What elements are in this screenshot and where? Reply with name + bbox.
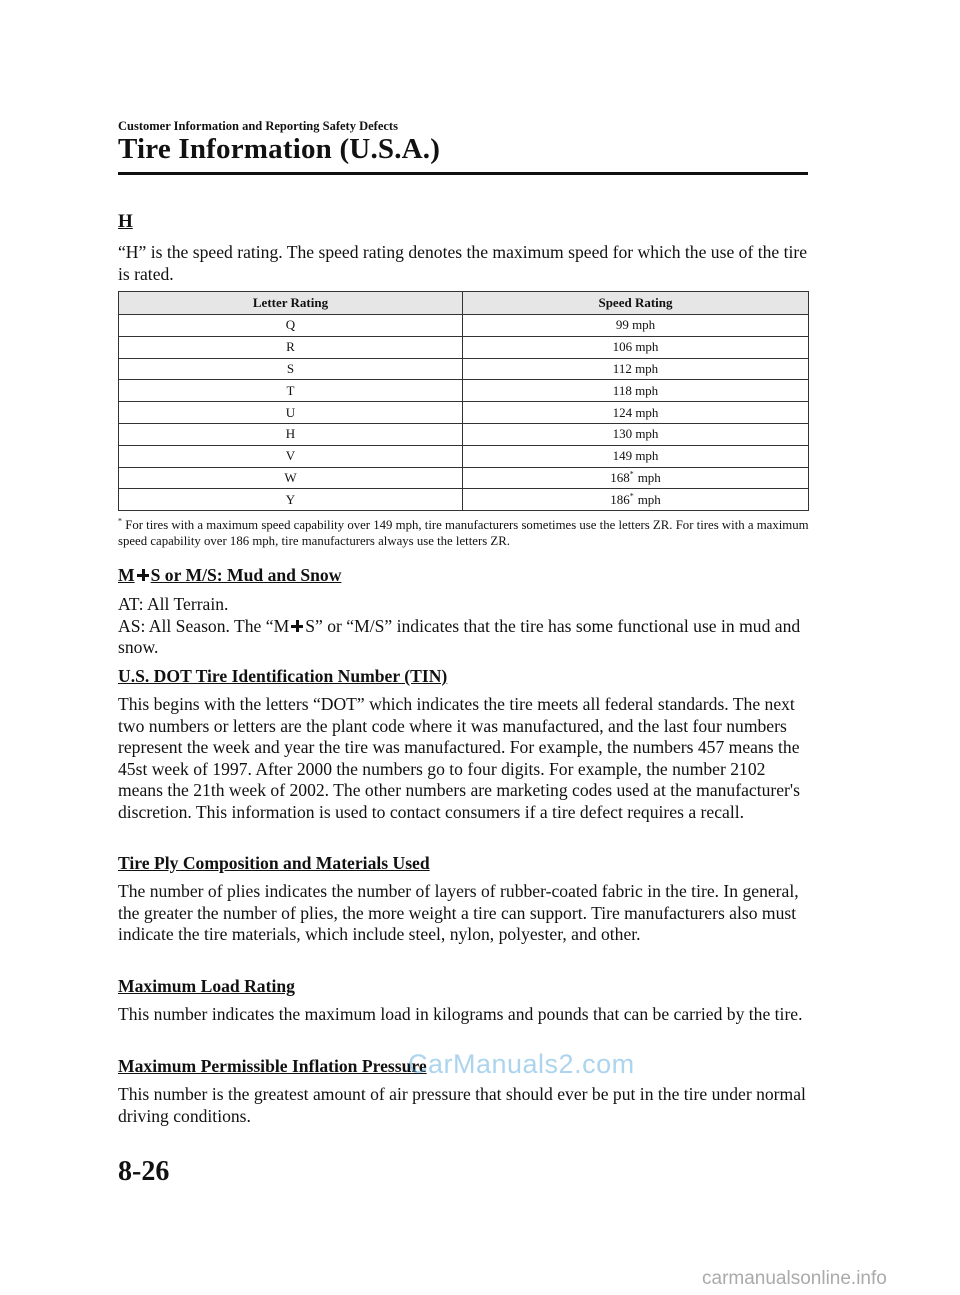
speed-rating-cell: 112 mph [463,358,809,380]
letter-rating-cell: H [119,423,463,445]
dot-tin-text: This begins with the letters “DOT” which indicates the tire meets all federal standards. The next two numbers or letters are the plant code where it was manufactured, and the last four numbers represent the week and year the tire was manufactured. For example, the numbers 457 means the 45st week of 1997. After 2000 the numbers go to four digits. For example, the number 2102 means the 21th week of 2002. The other numbers are marketing codes used at the manufacturer's discretion. This information is used to contact consumers if a tire defect requires a recall. [118,694,800,822]
letter-rating-cell: Y [119,489,463,511]
all-season-suffix: S” or “M/S” indicates that the tire has some functional use in mud and snow. [118,615,801,657]
column-header-speed: Speed Rating [463,292,809,315]
footnote-text: For tires with a maximum speed capability over 149 mph, tire manufacturers sometimes use the letters ZR. For tires with a maximum speed capability over 186 mph, tire manufacturers always use the letters ZR. [118,518,809,548]
speed-rating-cell [463,489,809,511]
letter-rating-cell: U [119,402,463,424]
max-load-text: This number indicates the maximum load in kilograms and pounds that can be carried by the tire. [118,1004,803,1024]
watermark-logo: CarManuals2.com [408,1049,635,1079]
all-season-line [118,616,810,659]
table-row [119,336,809,358]
dot-tin-heading: U.S. DOT Tire Identification Number (TIN) [118,666,448,686]
footnote-mark: * [629,469,634,479]
column-header-letter: Letter Rating [119,292,463,315]
table-row [119,445,809,467]
header-divider [118,172,808,175]
speed-rating-cell: 130 mph [463,423,809,445]
page-title: Tire Information (U.S.A.) [118,133,441,165]
mud-heading-prefix: M [118,565,135,585]
speed-rating-cell: 149 mph [463,445,809,467]
table-row [119,402,809,424]
ply-composition-text: The number of plies indicates the number of layers of rubber-coated fabric in the tire. In general, the greater the number of plies, the more weight a tire can support. Tire manufacturers also must indicate the tire materials, which include steel, nylon, polyester, and other. [118,881,799,944]
speed-value: 168 [610,469,630,485]
table-row [119,358,809,380]
table-row [119,423,809,445]
ply-composition-heading: Tire Ply Composition and Materials Used [118,853,430,873]
table-header-row [119,292,809,315]
mud-snow-text [118,594,810,659]
footnote-mark: * [118,516,122,526]
speed-unit: mph [637,469,661,485]
footer-url-link[interactable]: carmanualsonline.info [702,1268,887,1289]
footnote-mark: * [629,491,634,501]
page-number: 8-26 [118,1156,170,1187]
letter-rating-cell: T [119,380,463,402]
table-row [119,467,809,489]
speed-rating-cell: 99 mph [463,315,809,337]
mud-snow-heading [118,565,341,586]
speed-rating-cell [463,467,809,489]
speed-rating-cell: 124 mph [463,402,809,424]
all-terrain-line: AT: All Terrain. [118,594,229,614]
table-footnote [118,517,810,549]
max-inflation-text: This number is the greatest amount of air pressure that should ever be put in the tire under normal driving conditions. [118,1084,806,1126]
letter-rating-cell: W [119,467,463,489]
table-body [119,315,809,511]
table-row [119,489,809,511]
speed-rating-cell: 118 mph [463,380,809,402]
speed-rating-heading: H [118,211,133,232]
max-inflation-heading: Maximum Permissible Inflation Pressure [118,1056,427,1076]
table-row [119,315,809,337]
table-row [119,380,809,402]
letter-rating-cell: V [119,445,463,467]
letter-rating-cell: S [119,358,463,380]
max-load-heading: Maximum Load Rating [118,976,295,996]
page-header-section: Customer Information and Reporting Safety Defects [118,119,398,133]
letter-rating-cell: Q [119,315,463,337]
plus-icon [291,619,303,633]
letter-rating-cell: R [119,336,463,358]
speed-unit: mph [637,491,661,507]
speed-value: 186 [610,491,630,507]
speed-rating-table [118,291,809,511]
speed-rating-cell: 106 mph [463,336,809,358]
plus-icon [137,568,149,582]
speed-rating-text: “H” is the speed rating. The speed rating denotes the maximum speed for which the use of the tire is rated. [118,242,808,284]
mud-heading-suffix: S or M/S: Mud and Snow [150,565,342,585]
all-season-prefix: AS: All Season. The “M [118,615,290,636]
